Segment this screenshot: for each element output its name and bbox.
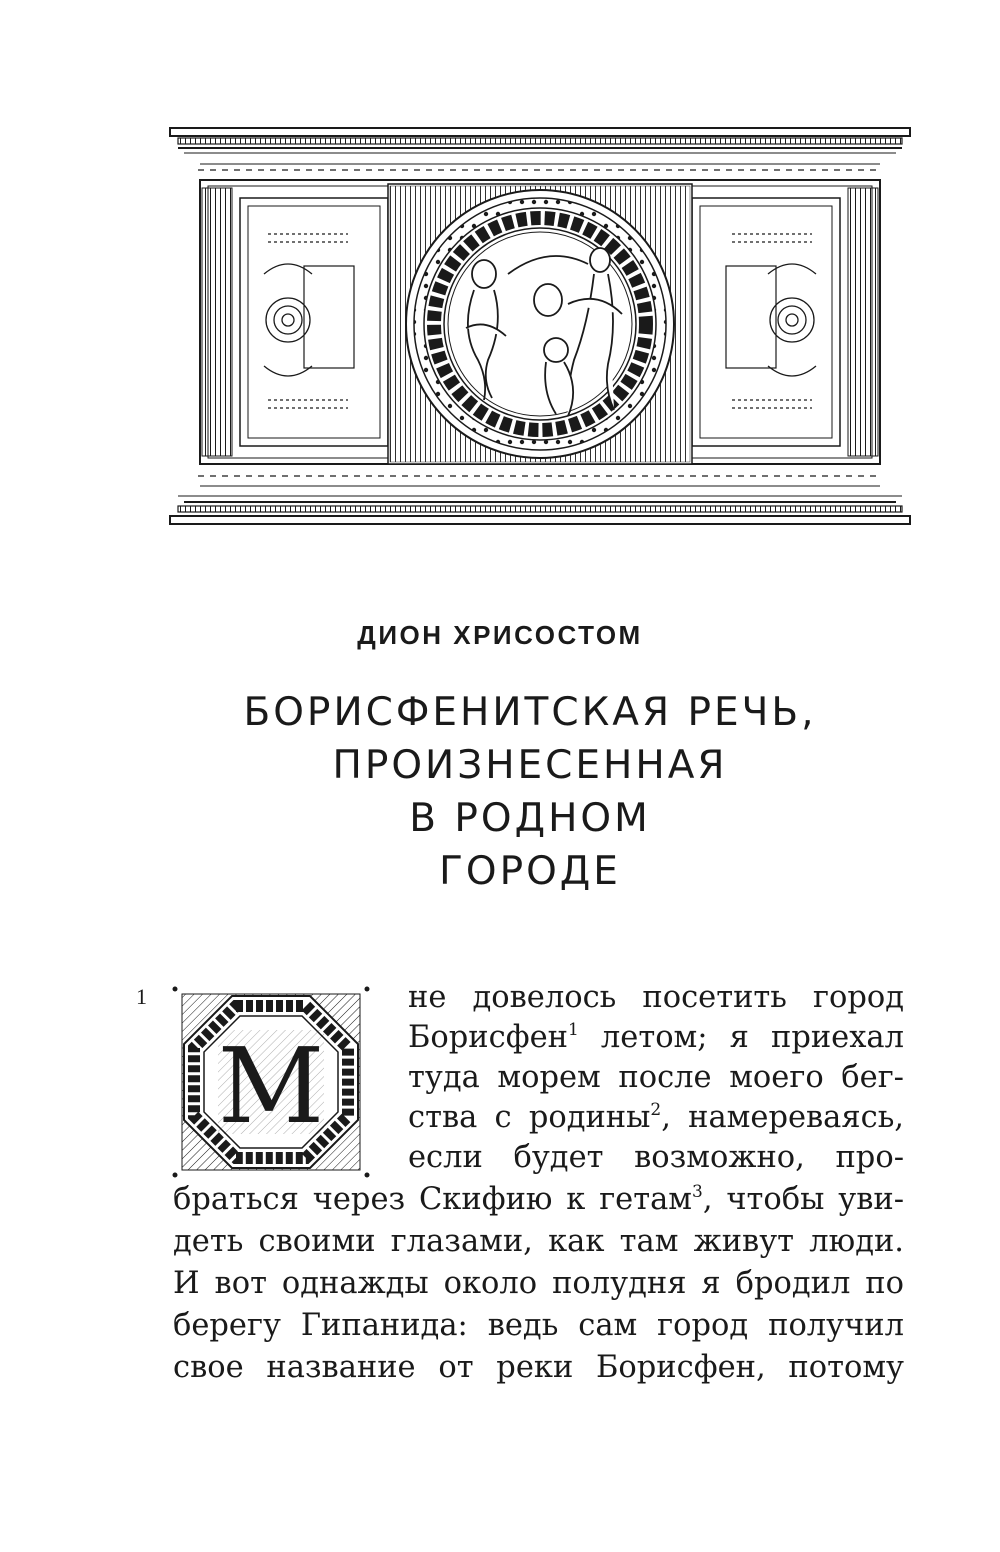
body-line: свое название от реки Борисфен, потому: [173, 1350, 904, 1385]
title-line: В РОДНОМ: [409, 796, 651, 841]
body-line: не довелось посетить город: [408, 980, 904, 1015]
drop-cap-letter: М: [217, 1025, 325, 1147]
body-line: браться через Скифию к гетам$^3$, чтобы уви-: [173, 1182, 905, 1217]
footnote-ref: 3: [692, 1182, 703, 1202]
title-line: ПРОИЗНЕСЕННАЯ: [332, 743, 728, 788]
title-line: ГОРОДЕ: [439, 849, 621, 894]
drop-cap: [170, 984, 372, 1180]
author-name: ДИОН ХРИСОСТОМ: [357, 620, 643, 650]
body-line: берегу Гипанида: ведь сам город получил: [173, 1308, 904, 1343]
body-line: если будет возможно, про-: [408, 1140, 904, 1175]
title-line: БОРИСФЕНИТСКАЯ РЕЧЬ,: [243, 690, 817, 735]
header-ornament: [168, 124, 912, 528]
footnote-ref: 2: [650, 1100, 662, 1120]
body-line: ства с родины$^2$, намереваясь,: [408, 1100, 904, 1135]
section-number: 1: [136, 984, 147, 1009]
body-line: Борисфен$^1$ летом; я приехал: [408, 1020, 904, 1055]
chapter-title: [150, 686, 910, 898]
body-line: туда морем после моего бег-: [408, 1060, 904, 1095]
body-line: И вот однажды около полудня я бродил по: [173, 1266, 904, 1301]
footnote-ref: 1: [567, 1020, 579, 1040]
body-line: деть своими глазами, как там живут люди.: [173, 1224, 904, 1259]
